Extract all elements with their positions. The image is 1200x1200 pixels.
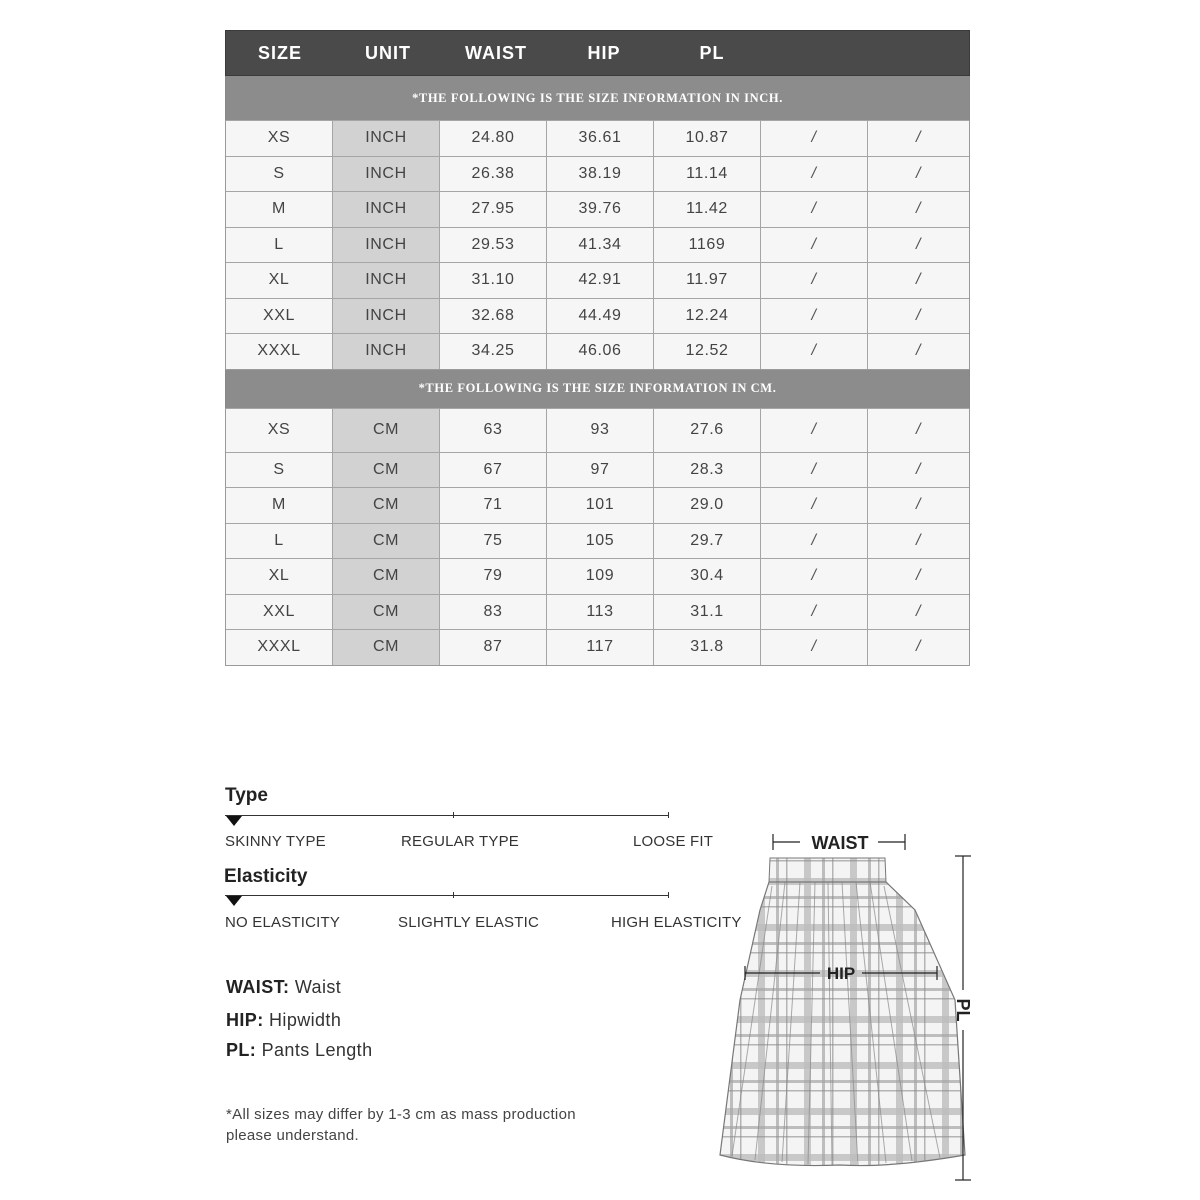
inch-banner: *THE FOLLOWING IS THE SIZE INFORMATION IN INCH. [225,76,970,120]
cell-waist: 24.80 [440,121,547,156]
cell-unit: INCH [333,228,440,263]
cell-unit: INCH [333,299,440,334]
cell-empty: / [761,453,868,488]
cell-waist: 27.95 [440,192,547,227]
legend-pl-value: Pants Length [261,1040,373,1060]
cell-empty: / [761,488,868,523]
cell-empty: / [915,306,922,324]
hip-label: HIP [826,964,856,983]
cell-empty: / [915,602,922,620]
cell-pl: 29.0 [654,488,761,523]
table-header [225,30,970,76]
cell-waist: 26.38 [440,157,547,192]
cell-size: XS [226,409,333,452]
skirt-body [720,882,965,1166]
cell-empty: / [761,263,868,298]
cell-empty: / [761,559,868,594]
cell-empty: / [915,164,922,182]
table-row [226,594,969,630]
cell-waist: 67 [440,453,547,488]
cell-pl: 11.97 [654,263,761,298]
cell-unit: CM [333,595,440,630]
cell-pl: 12.24 [654,299,761,334]
cm-banner: *THE FOLLOWING IS THE SIZE INFORMATION IN CM. [225,370,970,408]
cell-pl: 30.4 [654,559,761,594]
cell-pl: 29.7 [654,524,761,559]
type-scale-tick [453,812,454,818]
cell-size: XL [226,559,333,594]
header-hip: HIP [587,42,621,63]
cell-unit: CM [333,630,440,665]
cell-empty: / [761,334,868,369]
table-row [226,298,969,334]
header-pl: PL [699,42,725,63]
cell-empty: / [915,567,922,585]
cell-size: S [226,157,333,192]
legend-pl-key: PL: [226,1040,257,1060]
table-row [226,333,969,369]
skirt-illustration [700,820,990,1190]
header-size: SIZE [257,42,302,63]
size-table [225,30,970,666]
type-scale-line [225,815,669,816]
cell-hip: 117 [547,630,654,665]
legend-waist-key: WAIST: [226,977,290,997]
cell-pl: 27.6 [654,409,761,452]
waist-label: WAIST [811,833,869,853]
cell-waist: 29.53 [440,228,547,263]
header-waist: WAIST [465,42,527,63]
cell-empty: / [915,421,922,438]
note-line-1: *All sizes may differ by 1-3 cm as mass production [226,1106,576,1123]
legend-waist [226,977,341,998]
cell-unit: CM [333,559,440,594]
elasticity-scale-line [225,895,669,896]
cell-hip: 109 [547,559,654,594]
table-row [226,452,969,488]
table-row [226,262,969,298]
cell-empty: / [761,121,868,156]
cell-waist: 32.68 [440,299,547,334]
cell-hip: 93 [547,409,654,452]
note-line-2: please understand. [226,1127,359,1144]
type-label-regular: REGULAR TYPE [401,833,519,850]
cell-size: XXL [226,299,333,334]
cm-rows [225,408,970,666]
cell-size: L [226,228,333,263]
type-selected-marker-icon [226,816,242,826]
cell-pl: 31.1 [654,595,761,630]
elasticity-label-slight: SLIGHTLY ELASTIC [398,914,540,931]
cell-pl: 11.14 [654,157,761,192]
cell-hip: 36.61 [547,121,654,156]
cell-hip: 105 [547,524,654,559]
elasticity-selected-marker-icon [226,896,242,906]
cell-hip: 44.49 [547,299,654,334]
cell-waist: 63 [440,409,547,452]
legend-waist-value: Waist [294,977,342,997]
cell-pl: 10.87 [654,121,761,156]
type-scale-tick [668,812,669,818]
cell-waist: 87 [440,630,547,665]
cell-empty: / [761,299,868,334]
cell-size: S [226,453,333,488]
cell-empty: / [915,496,922,514]
cell-hip: 41.34 [547,228,654,263]
table-row [226,487,969,523]
cell-waist: 79 [440,559,547,594]
cell-empty: / [915,342,922,360]
cell-empty: / [761,192,868,227]
legend-hip-key: HIP: [226,1010,264,1030]
cell-hip: 42.91 [547,263,654,298]
table-row [226,629,969,665]
elasticity-label-high: HIGH ELASTICITY [611,914,742,931]
cell-pl: 28.3 [654,453,761,488]
table-row [226,408,969,452]
cell-hip: 97 [547,453,654,488]
cell-empty: / [915,129,922,147]
cell-pl: 31.8 [654,630,761,665]
cell-hip: 46.06 [547,334,654,369]
table-row [226,191,969,227]
skirt-waistband [769,858,886,882]
cell-waist: 34.25 [440,334,547,369]
cell-waist: 31.10 [440,263,547,298]
pl-label: PL [953,998,973,1022]
cell-size: XXXL [226,334,333,369]
legend-hip [226,1010,341,1031]
cell-empty: / [915,460,922,478]
cell-pl: 1169 [654,228,761,263]
cell-waist: 71 [440,488,547,523]
cell-hip: 38.19 [547,157,654,192]
table-row [226,558,969,594]
cell-empty: / [915,531,922,549]
cell-waist: 75 [440,524,547,559]
cell-size: XXL [226,595,333,630]
cell-empty: / [761,595,868,630]
cell-unit: INCH [333,334,440,369]
cell-size: L [226,524,333,559]
type-label-loose: LOOSE FIT [633,833,714,850]
cell-empty: / [761,524,868,559]
cell-empty: / [915,638,922,656]
cell-empty: / [761,228,868,263]
elasticity-title: Elasticity [224,866,308,887]
cell-size: XXXL [226,630,333,665]
cell-empty: / [761,630,868,665]
cell-unit: INCH [333,263,440,298]
inch-rows [225,120,970,370]
cell-empty: / [761,157,868,192]
cell-size: XS [226,121,333,156]
cell-size: M [226,192,333,227]
header-unit: UNIT [365,42,411,63]
table-row [226,120,969,156]
cell-size: XL [226,263,333,298]
cell-unit: CM [333,453,440,488]
cell-size: M [226,488,333,523]
elasticity-scale-tick [453,892,454,898]
type-label-skinny: SKINNY TYPE [225,833,326,850]
table-row [226,523,969,559]
cell-empty: / [761,409,868,452]
size-note [226,1104,646,1146]
cell-hip: 101 [547,488,654,523]
cell-unit: CM [333,409,440,452]
cell-hip: 113 [547,595,654,630]
table-row [226,227,969,263]
cell-pl: 12.52 [654,334,761,369]
legend-hip-value: Hipwidth [269,1010,342,1030]
cell-hip: 39.76 [547,192,654,227]
cell-empty: / [915,235,922,253]
cell-unit: CM [333,488,440,523]
cell-empty: / [915,271,922,289]
cell-unit: CM [333,524,440,559]
legend-pl [226,1040,373,1061]
table-row [226,156,969,192]
cell-unit: INCH [333,121,440,156]
cell-waist: 83 [440,595,547,630]
elasticity-scale-tick [668,892,669,898]
cell-unit: INCH [333,157,440,192]
cell-pl: 11.42 [654,192,761,227]
elasticity-label-none: NO ELASTICITY [225,914,341,931]
type-title: Type [225,785,268,806]
cell-unit: INCH [333,192,440,227]
cell-empty: / [915,200,922,218]
